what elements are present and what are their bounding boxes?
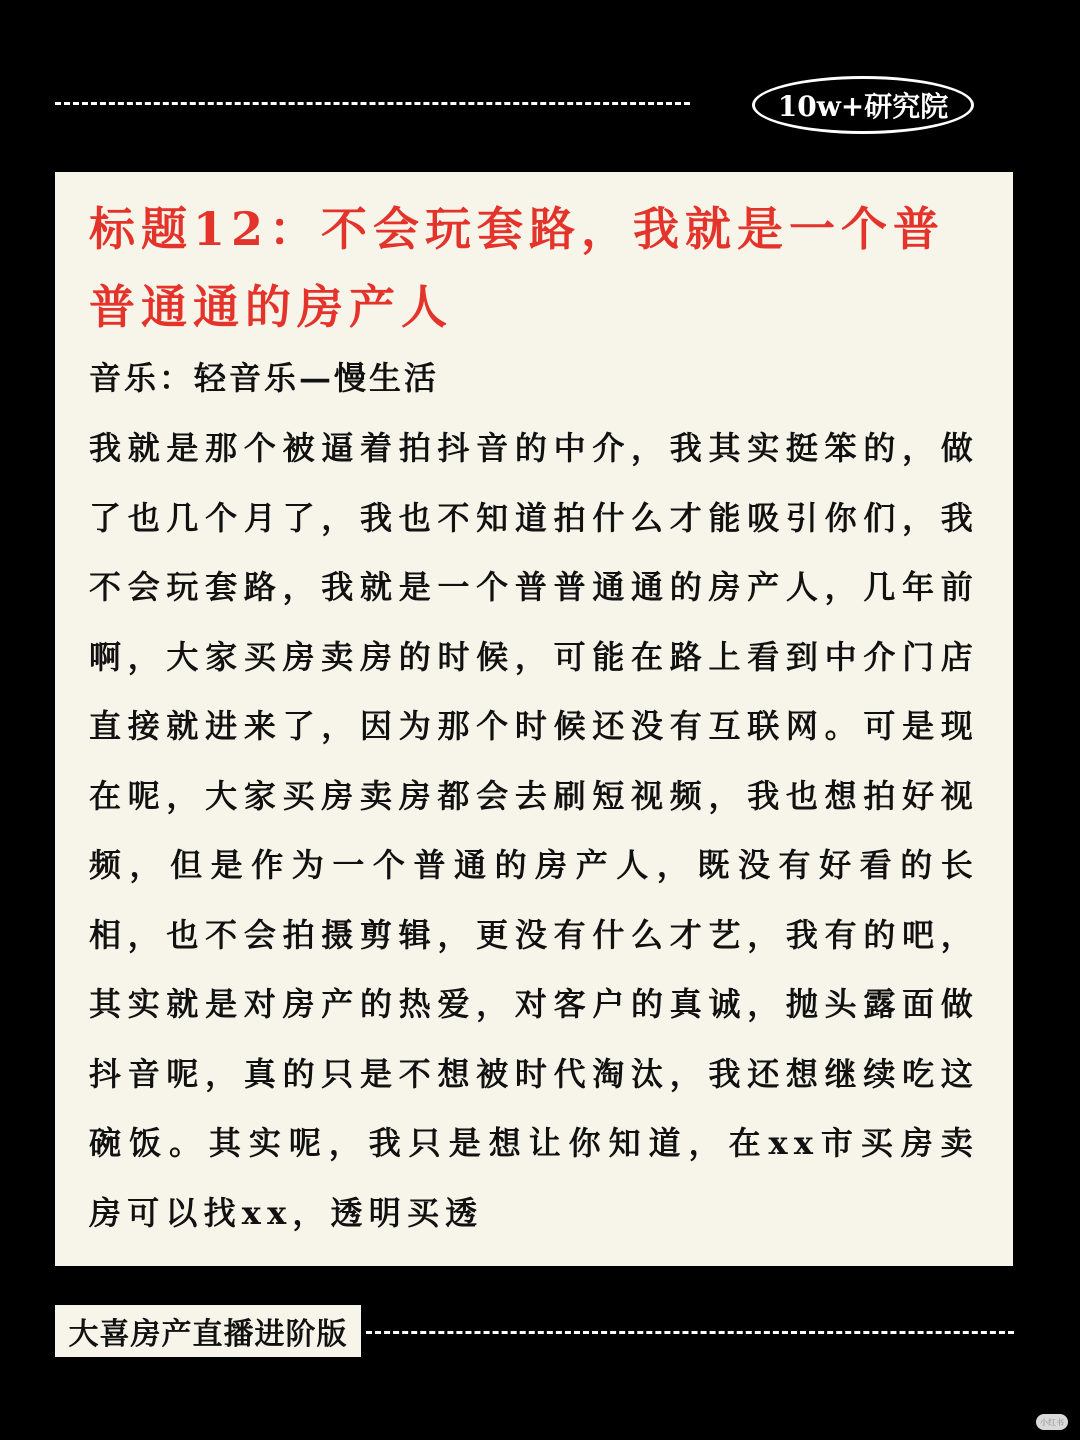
music-line: 音乐：轻音乐—慢生活 xyxy=(89,359,440,397)
brand-badge xyxy=(752,76,974,134)
footer-tag xyxy=(55,1305,361,1357)
content-card xyxy=(55,172,1013,1266)
bottom-dashed-divider xyxy=(366,1331,1014,1334)
top-dashed-divider xyxy=(55,102,690,105)
watermark-label: 小红书 xyxy=(1040,1417,1064,1427)
card-title: 标题12：不会玩套路，我就是一个普普通通的房产人 xyxy=(89,202,946,334)
footer-tag-label: 大喜房产直播进阶版 xyxy=(68,1317,348,1352)
brand-label: 10w+研究院 xyxy=(777,90,949,123)
script-body: 我就是那个被逼着拍抖音的中介，我其实挺笨的，做了也几个月了，我也不知道拍什么才能吸引你们，我不会玩套路，我就是一个普普通通的房产人，几年前啊，大家买房卖房的时候，可能在路上看到中介门店直接就进来了，因为那个时候还没有互联网。可是现在呢，大家买房卖房都会去刷短视频，我也想拍好视频，但是作为一个普通的房产人，既没有好看的长相，也不会拍摄剪辑，更没有什么才艺，我有的吧，其实就是对房产的热爱，对客户的真诚，抛头露面做抖音呢，真的只是不想被时代淘汰，我还想继续吃这碗饭。其实呢，我只是想让你知道，在xx市买房卖房可以找xx，透明买透 xyxy=(89,429,979,1232)
watermark-logo xyxy=(1036,1414,1068,1430)
